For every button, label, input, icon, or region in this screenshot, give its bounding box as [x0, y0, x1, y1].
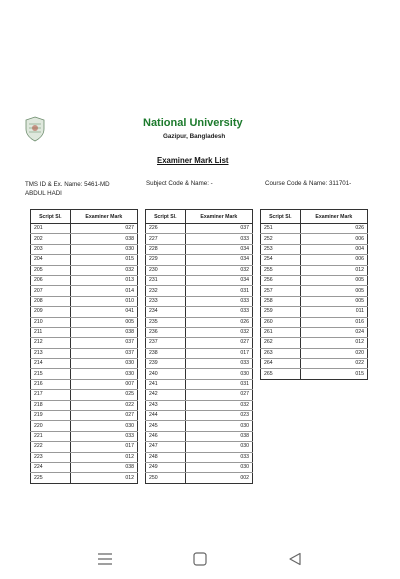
- script-serial-cell: 235: [146, 317, 186, 327]
- university-name: National University: [143, 117, 243, 129]
- table-row: [31, 462, 138, 472]
- script-serial-cell: 239: [146, 359, 186, 369]
- column-header-script: Script Sl.: [146, 210, 186, 224]
- table-row: [146, 442, 253, 452]
- examiner-mark-cell: 023: [185, 411, 252, 421]
- script-serial-cell: 263: [261, 348, 301, 358]
- table-row: [261, 234, 368, 244]
- home-icon: [193, 552, 207, 566]
- script-serial-cell: 212: [31, 338, 71, 348]
- examiner-mark-cell: 038: [70, 462, 137, 472]
- mark-table-1: [30, 209, 138, 484]
- script-serial-cell: 232: [146, 286, 186, 296]
- table-row: [31, 275, 138, 285]
- script-serial-cell: 215: [31, 369, 71, 379]
- script-serial-cell: 216: [31, 379, 71, 389]
- examiner-mark-cell: 037: [70, 338, 137, 348]
- script-serial-cell: 234: [146, 307, 186, 317]
- examiner-mark-cell: 034: [185, 244, 252, 254]
- script-serial-cell: 224: [31, 462, 71, 472]
- script-serial-cell: 249: [146, 462, 186, 472]
- table-row: [146, 265, 253, 275]
- script-serial-cell: 252: [261, 234, 301, 244]
- script-serial-cell: 247: [146, 442, 186, 452]
- table-row: [146, 296, 253, 306]
- back-button[interactable]: [282, 546, 308, 572]
- table-row: [146, 338, 253, 348]
- table-row: [146, 286, 253, 296]
- script-serial-cell: 211: [31, 327, 71, 337]
- examiner-mark-cell: 025: [70, 390, 137, 400]
- table-row: [31, 255, 138, 265]
- script-serial-cell: 229: [146, 255, 186, 265]
- back-icon: [288, 552, 302, 566]
- table-row: [146, 411, 253, 421]
- table-row: [31, 338, 138, 348]
- examiner-mark-cell: 030: [185, 462, 252, 472]
- examiner-mark-cell: 037: [185, 224, 252, 234]
- script-serial-cell: 223: [31, 452, 71, 462]
- script-serial-cell: 248: [146, 452, 186, 462]
- table-row: [146, 348, 253, 358]
- table-row: [261, 255, 368, 265]
- table-row: [146, 275, 253, 285]
- tms-line-2: ABDUL HADI: [25, 190, 62, 197]
- examiner-mark-cell: 030: [185, 369, 252, 379]
- script-serial-cell: 218: [31, 400, 71, 410]
- script-serial-cell: 219: [31, 411, 71, 421]
- script-serial-cell: 213: [31, 348, 71, 358]
- examiner-mark-cell: 005: [70, 317, 137, 327]
- examiner-mark-cell: 006: [300, 255, 367, 265]
- table-row: [31, 327, 138, 337]
- script-serial-cell: 261: [261, 327, 301, 337]
- home-button[interactable]: [187, 546, 213, 572]
- examiner-mark-cell: 033: [70, 431, 137, 441]
- column-header-mark: Examiner Mark: [70, 210, 137, 224]
- examiner-mark-cell: 022: [70, 400, 137, 410]
- table-row: [261, 338, 368, 348]
- examiner-mark-cell: 027: [70, 411, 137, 421]
- table-row: [261, 359, 368, 369]
- table-row: [31, 431, 138, 441]
- script-serial-cell: 250: [146, 473, 186, 483]
- script-serial-cell: 253: [261, 244, 301, 254]
- table-row: [261, 224, 368, 234]
- examiner-mark-cell: 032: [185, 400, 252, 410]
- table-row: [146, 390, 253, 400]
- table-row: [146, 369, 253, 379]
- examiner-mark-cell: 033: [185, 307, 252, 317]
- table-row: [146, 359, 253, 369]
- table-row: [146, 255, 253, 265]
- examiner-mark-cell: 033: [185, 296, 252, 306]
- examiner-mark-cell: 007: [70, 379, 137, 389]
- examiner-mark-cell: 017: [185, 348, 252, 358]
- script-serial-cell: 260: [261, 317, 301, 327]
- script-serial-cell: 209: [31, 307, 71, 317]
- script-serial-cell: 226: [146, 224, 186, 234]
- examiner-mark-cell: 014: [70, 286, 137, 296]
- script-serial-cell: 251: [261, 224, 301, 234]
- examiner-mark-cell: 005: [300, 286, 367, 296]
- script-serial-cell: 246: [146, 431, 186, 441]
- script-serial-cell: 208: [31, 296, 71, 306]
- examiner-mark-cell: 031: [185, 379, 252, 389]
- table-row: [146, 462, 253, 472]
- table-row: [146, 327, 253, 337]
- table-row: [31, 244, 138, 254]
- table-row: [31, 473, 138, 483]
- column-header-mark: Examiner Mark: [300, 210, 367, 224]
- script-serial-cell: 231: [146, 275, 186, 285]
- script-serial-cell: 264: [261, 359, 301, 369]
- table-row: [146, 400, 253, 410]
- script-serial-cell: 242: [146, 390, 186, 400]
- table-row: [31, 411, 138, 421]
- examiner-mark-cell: 032: [185, 265, 252, 275]
- table-row: [261, 317, 368, 327]
- examiner-mark-cell: 030: [185, 442, 252, 452]
- table-row: [146, 224, 253, 234]
- examiner-mark-cell: 012: [70, 473, 137, 483]
- script-serial-cell: 220: [31, 421, 71, 431]
- table-row: [261, 327, 368, 337]
- table-row: [31, 317, 138, 327]
- script-serial-cell: 203: [31, 244, 71, 254]
- examiner-mark-cell: 012: [70, 452, 137, 462]
- examiner-mark-cell: 005: [300, 275, 367, 285]
- script-serial-cell: 217: [31, 390, 71, 400]
- script-serial-cell: 245: [146, 421, 186, 431]
- examiner-mark-cell: 017: [70, 442, 137, 452]
- table-row: [31, 359, 138, 369]
- table-row: [261, 296, 368, 306]
- examiner-mark-cell: 030: [70, 244, 137, 254]
- script-serial-cell: 254: [261, 255, 301, 265]
- script-serial-cell: 236: [146, 327, 186, 337]
- table-row: [261, 369, 368, 379]
- examiner-mark-cell: 037: [70, 348, 137, 358]
- examiner-mark-cell: 034: [185, 275, 252, 285]
- script-serial-cell: 230: [146, 265, 186, 275]
- examiner-mark-cell: 006: [300, 234, 367, 244]
- script-serial-cell: 257: [261, 286, 301, 296]
- script-serial-cell: 262: [261, 338, 301, 348]
- table-row: [31, 452, 138, 462]
- script-serial-cell: 256: [261, 275, 301, 285]
- examiner-mark-cell: 038: [70, 234, 137, 244]
- table-row: [31, 379, 138, 389]
- university-crest-icon: [24, 116, 46, 142]
- script-serial-cell: 237: [146, 338, 186, 348]
- script-serial-cell: 258: [261, 296, 301, 306]
- column-header-script: Script Sl.: [31, 210, 71, 224]
- recent-apps-icon: [97, 552, 113, 566]
- script-serial-cell: 201: [31, 224, 71, 234]
- table-row: [31, 307, 138, 317]
- script-serial-cell: 221: [31, 431, 71, 441]
- column-header-mark: Examiner Mark: [185, 210, 252, 224]
- table-row: [31, 390, 138, 400]
- examiner-mark-cell: 030: [70, 369, 137, 379]
- table-row: [31, 224, 138, 234]
- table-row: [31, 421, 138, 431]
- examiner-mark-cell: 033: [185, 234, 252, 244]
- examiner-mark-cell: 013: [70, 275, 137, 285]
- examiner-mark-cell: 015: [70, 255, 137, 265]
- examiner-mark-cell: 031: [185, 286, 252, 296]
- tms-line-1: TMS ID & Ex. Name: 5461-MD: [25, 181, 110, 188]
- examiner-mark-cell: 026: [185, 317, 252, 327]
- script-serial-cell: 233: [146, 296, 186, 306]
- examiner-mark-cell: 005: [300, 296, 367, 306]
- examiner-mark-cell: 020: [300, 348, 367, 358]
- table-row: [31, 265, 138, 275]
- examiner-mark-cell: 032: [70, 265, 137, 275]
- table-row: [31, 286, 138, 296]
- table-row: [146, 379, 253, 389]
- table-row: [146, 473, 253, 483]
- system-navigation-bar: [0, 538, 400, 579]
- subject-info: Subject Code & Name: -: [146, 180, 213, 187]
- table-row: [31, 400, 138, 410]
- table-row: [146, 431, 253, 441]
- script-serial-cell: 206: [31, 275, 71, 285]
- page-title: Examiner Mark List: [157, 156, 229, 165]
- script-serial-cell: 222: [31, 442, 71, 452]
- table-row: [261, 265, 368, 275]
- script-serial-cell: 205: [31, 265, 71, 275]
- script-serial-cell: 244: [146, 411, 186, 421]
- examiner-mark-cell: 002: [185, 473, 252, 483]
- script-serial-cell: 204: [31, 255, 71, 265]
- tms-info: [25, 180, 110, 198]
- examiner-mark-cell: 033: [185, 452, 252, 462]
- course-info: Course Code & Name: 311701-: [265, 180, 352, 187]
- table-row: [31, 369, 138, 379]
- table-row: [31, 348, 138, 358]
- examiner-mark-cell: 030: [70, 421, 137, 431]
- examiner-mark-cell: 012: [300, 265, 367, 275]
- table-row: [31, 234, 138, 244]
- examiner-mark-cell: 038: [70, 327, 137, 337]
- script-serial-cell: 227: [146, 234, 186, 244]
- table-row: [146, 244, 253, 254]
- script-serial-cell: 207: [31, 286, 71, 296]
- recent-apps-button[interactable]: [92, 546, 118, 572]
- script-serial-cell: 202: [31, 234, 71, 244]
- examiner-mark-cell: 022: [300, 359, 367, 369]
- column-header-script: Script Sl.: [261, 210, 301, 224]
- examiner-mark-cell: 030: [185, 421, 252, 431]
- examiner-mark-cell: 026: [300, 224, 367, 234]
- script-serial-cell: 243: [146, 400, 186, 410]
- table-row: [146, 317, 253, 327]
- script-serial-cell: 241: [146, 379, 186, 389]
- examiner-mark-cell: 027: [185, 338, 252, 348]
- table-row: [261, 275, 368, 285]
- examiner-mark-cell: 012: [300, 338, 367, 348]
- script-serial-cell: 210: [31, 317, 71, 327]
- examiner-mark-cell: 041: [70, 307, 137, 317]
- script-serial-cell: 214: [31, 359, 71, 369]
- script-serial-cell: 259: [261, 307, 301, 317]
- examiner-mark-cell: 015: [300, 369, 367, 379]
- examiner-mark-cell: 024: [300, 327, 367, 337]
- examiner-mark-cell: 016: [300, 317, 367, 327]
- university-location: Gazipur, Bangladesh: [163, 133, 226, 140]
- table-row: [146, 452, 253, 462]
- script-serial-cell: 265: [261, 369, 301, 379]
- table-row: [146, 307, 253, 317]
- examiner-mark-cell: 027: [70, 224, 137, 234]
- examiner-mark-cell: 032: [185, 327, 252, 337]
- examiner-mark-cell: 027: [185, 390, 252, 400]
- table-row: [261, 307, 368, 317]
- examiner-mark-cell: 030: [70, 359, 137, 369]
- examiner-mark-cell: 010: [70, 296, 137, 306]
- mark-table-2: [145, 209, 253, 484]
- examiner-mark-cell: 038: [185, 431, 252, 441]
- mark-table-3: [260, 209, 368, 380]
- table-row: [146, 421, 253, 431]
- examiner-mark-cell: 011: [300, 307, 367, 317]
- table-row: [261, 286, 368, 296]
- script-serial-cell: 228: [146, 244, 186, 254]
- table-row: [31, 442, 138, 452]
- table-row: [31, 296, 138, 306]
- table-row: [146, 234, 253, 244]
- table-row: [261, 348, 368, 358]
- script-serial-cell: 238: [146, 348, 186, 358]
- script-serial-cell: 240: [146, 369, 186, 379]
- examiner-mark-cell: 004: [300, 244, 367, 254]
- script-serial-cell: 255: [261, 265, 301, 275]
- table-row: [261, 244, 368, 254]
- examiner-mark-cell: 033: [185, 359, 252, 369]
- examiner-mark-cell: 034: [185, 255, 252, 265]
- script-serial-cell: 225: [31, 473, 71, 483]
